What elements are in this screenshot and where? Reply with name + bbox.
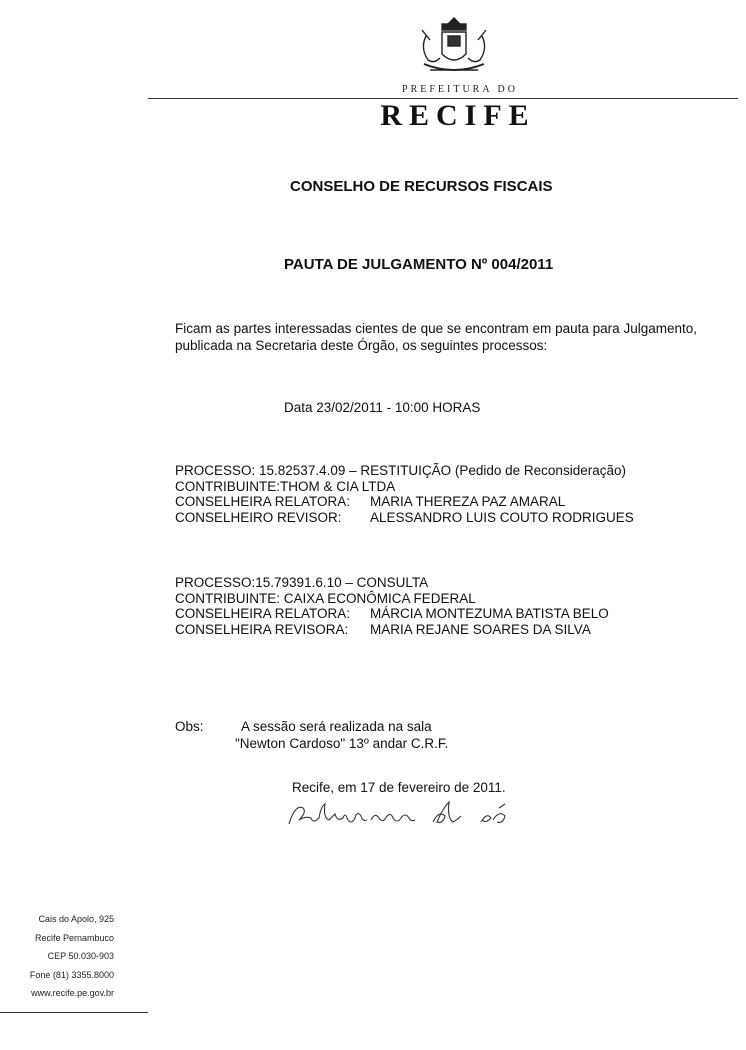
- process-block-2: [175, 575, 609, 637]
- obs-block: [175, 718, 448, 752]
- intro-paragraph: Ficam as partes interessadas cientes de que se encontram em pauta para Julgamento, publicada na Secretaria deste Órgão, os seguintes processos:: [175, 321, 697, 353]
- document-subtitle: PAUTA DE JULGAMENTO Nº 004/2011: [284, 256, 554, 273]
- revisor-name: MARIA REJANE SOARES DA SILVA: [370, 621, 591, 637]
- recife-logo-text: RECIFE: [380, 99, 536, 132]
- footer-website: www.recife.pe.gov.br: [31, 988, 114, 998]
- relator-row: [175, 606, 609, 622]
- revisor-label: CONSELHEIRA REVISORA:: [175, 621, 349, 637]
- relator-row: [175, 494, 634, 510]
- obs-row: [175, 718, 448, 735]
- process-line: PROCESSO: 15.82537.4.09 – RESTITUIÇÃO (Pedido de Reconsideração): [175, 463, 626, 478]
- revisor-name: ALESSANDRO LUIS COUTO RODRIGUES: [370, 509, 634, 525]
- revisor-label: CONSELHEIRO REVISOR:: [175, 509, 342, 525]
- relator-name: MARIA THEREZA PAZ AMARAL: [370, 494, 566, 509]
- relator-label: CONSELHEIRA RELATORA:: [175, 606, 351, 621]
- process-block-1: [175, 463, 634, 525]
- obs-line-2: "Newton Cardoso" 13º andar C.R.F.: [235, 736, 449, 751]
- obs-row-2: [175, 735, 448, 752]
- revisor-row: [175, 510, 634, 526]
- coat-of-arms-icon: [412, 14, 496, 84]
- revisor-row: [175, 622, 609, 638]
- document-title: CONSELHO DE RECURSOS FISCAIS: [290, 178, 553, 195]
- footer-phone: Fone (81) 3355.8000: [29, 969, 114, 980]
- obs-label: Obs:: [175, 719, 204, 734]
- footer-address-block: [0, 910, 114, 1003]
- prefeitura-label: PREFEITURA DO: [402, 84, 518, 95]
- obs-line-1: A sessão será realizada na sala: [241, 719, 432, 734]
- footer-address: Cais do Apolo, 925: [38, 914, 114, 924]
- contribuinte-line: CONTRIBUINTE:THOM & CIA LTDA: [175, 478, 396, 494]
- relator-name: MÁRCIA MONTEZUMA BATISTA BELO: [370, 606, 609, 621]
- footer-city: Recife Pernambuco: [34, 932, 114, 943]
- city-date: Recife, em 17 de fevereiro de 2011.: [292, 780, 506, 795]
- signature-image: [285, 798, 515, 838]
- relator-label: CONSELHEIRA RELATORA:: [175, 494, 351, 509]
- contribuinte-line: CONTRIBUINTE: CAIXA ECONÔMICA FEDERAL: [175, 590, 476, 606]
- session-date: Data 23/02/2011 - 10:00 HORAS: [284, 400, 481, 415]
- footer-cep: CEP 50.030-903: [47, 951, 114, 961]
- footer-divider: [0, 1012, 148, 1013]
- process-line: PROCESSO:15.79391.6.10 – CONSULTA: [175, 575, 429, 590]
